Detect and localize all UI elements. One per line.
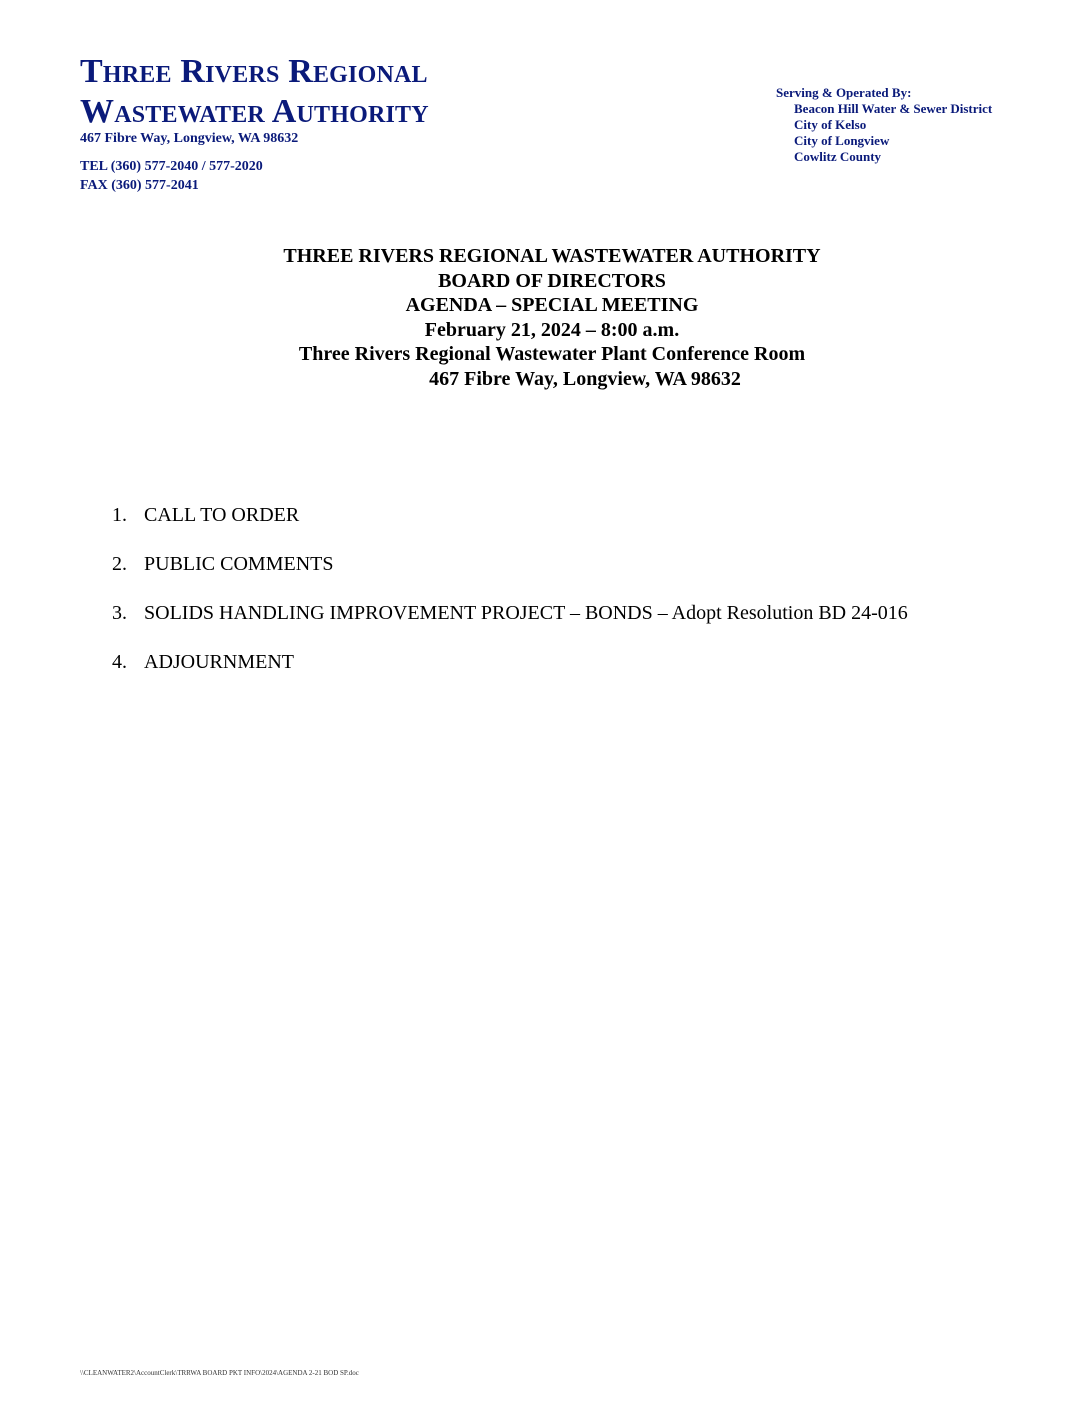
agenda-item-text: ADJOURNMENT [144, 651, 294, 673]
letterhead-address: 467 Fibre Way, Longview, WA 98632 [80, 131, 299, 146]
agenda-item [112, 503, 908, 552]
agenda-meeting-type: AGENDA – SPECIAL MEETING [405, 294, 699, 317]
agenda-header [0, 244, 1088, 392]
agenda-location: Three Rivers Regional Wastewater Plant Conference Room [298, 343, 806, 366]
serving-entity: Cowlitz County [794, 149, 882, 164]
agenda-address: 467 Fibre Way, Longview, WA 98632 [429, 367, 741, 390]
agenda-item [112, 601, 908, 650]
agenda-item-number: 3. [112, 602, 127, 624]
agenda-item-text: SOLIDS HANDLING IMPROVEMENT PROJECT – BONDS – Adopt Resolution BD 24-016 [144, 602, 908, 624]
organization-name-line1: Three Rivers Regional [80, 53, 428, 90]
agenda-board: BOARD OF DIRECTORS [438, 269, 666, 292]
agenda-item-text: CALL TO ORDER [144, 504, 300, 526]
agenda-item-text: PUBLIC COMMENTS [144, 553, 334, 575]
letterhead-phone: TEL (360) 577-2040 / 577-2020 [80, 159, 263, 174]
document-file-path: \\CLEANWATER2\AccountClerk\TRRWA BOARD PKT INFO\2024\AGENDA 2-21 BOD SP.doc [80, 1369, 359, 1377]
agenda-item-list [112, 503, 908, 699]
letterhead-fax: FAX (360) 577-2041 [80, 178, 199, 193]
serving-heading: Serving & Operated By: [776, 85, 912, 100]
agenda-item-number: 2. [112, 553, 127, 575]
organization-name [80, 52, 429, 132]
agenda-item [112, 650, 908, 699]
agenda-organization: THREE RIVERS REGIONAL WASTEWATER AUTHORITY [283, 245, 821, 267]
serving-entity: City of Longview [794, 133, 890, 148]
agenda-item [112, 552, 908, 601]
organization-name-line2: Wastewater Authority [80, 93, 429, 130]
serving-entity: Beacon Hill Water & Sewer District [794, 101, 993, 116]
agenda-datetime: February 21, 2024 – 8:00 a.m. [424, 318, 680, 341]
serving-entity-list [776, 101, 992, 165]
agenda-item-number: 4. [112, 651, 127, 673]
serving-entity: City of Kelso [794, 117, 867, 132]
serving-operated-by [776, 85, 992, 165]
agenda-item-number: 1. [112, 504, 127, 526]
